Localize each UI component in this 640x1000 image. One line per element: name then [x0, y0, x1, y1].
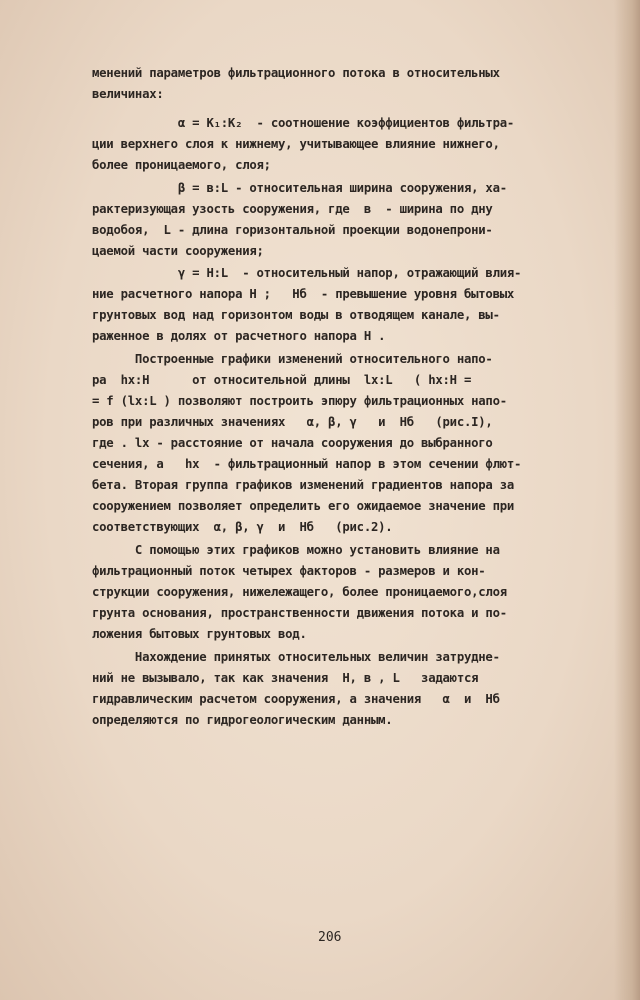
text-line: грунтовых вод над горизонтом воды в отводящем канале, вы- [92, 308, 500, 322]
text-line: где . lx - расстояние от начала сооружения до выбранного [92, 436, 493, 450]
text-line: более проницаемого, слоя; [92, 158, 271, 172]
text-line: рактеризующая узость сооружения, где в - ширина по дну [92, 202, 493, 216]
text-line: определяются по гидрогеологическим данным. [92, 713, 393, 727]
text-line: цаемой части сооружения; [92, 244, 264, 258]
text-line: соответствующих α, β, γ и Hб (рис.2). [92, 520, 393, 534]
text-line: струкции сооружения, нижележащего, более проницаемого,слоя [92, 585, 507, 599]
page-number: 206 [318, 930, 342, 945]
text-line: = f (lx:L ) позволяют построить эпюру фильтрационных напо- [92, 394, 507, 408]
text-line: раженное в долях от расчетного напора H . [92, 329, 386, 343]
text-line: бета. Вторая группа графиков изменений градиентов напора за [92, 478, 515, 492]
text-line: ции верхнего слоя к нижнему, учитывающее влияние нижнего, [92, 137, 500, 151]
text-line: водобоя, L - длина горизонтальной проекции водонепрони- [92, 223, 493, 237]
text-line: ложения бытовых грунтовых вод. [92, 627, 307, 641]
text-line: гидравлическим расчетом сооружения, а значения α и Hб [92, 692, 500, 706]
text-line: сечения, а hx - фильтрационный напор в этом сечении флют- [92, 457, 522, 471]
text-line: сооружением позволяет определить его ожидаемое значение при [92, 499, 515, 513]
text-line: фильтрационный поток четырех факторов - размеров и кон- [92, 564, 486, 578]
text-line: Нахождение принятых относительных величин затрудне- [92, 650, 500, 664]
text-line: γ = H:L - относительный напор, отражающий влия- [92, 266, 522, 280]
text-line: ние расчетного напора H ; Hб - превышение уровня бытовых [92, 287, 515, 301]
text-line: величинах: [92, 87, 164, 101]
text-line: С помощью этих графиков можно установить влияние на [92, 543, 500, 557]
text-line: Построенные графики изменений относительного напо- [92, 352, 493, 366]
text-line: ра hx:H от относительной длины lx:L ( hx:H = [92, 373, 472, 387]
text-line: α = K₁:K₂ - соотношение коэффициентов фильтра- [92, 116, 515, 130]
text-line: β = в:L - относительная ширина сооружения, ха- [92, 181, 507, 195]
page-edge-shadow [614, 0, 640, 1000]
text-line: грунта основания, пространственности движения потока и по- [92, 606, 507, 620]
text-line: ний не вызывало, так как значения H, в , L задаются [92, 671, 479, 685]
text-line: ров при различных значениях α, β, γ и Hб (рис.I), [92, 415, 493, 429]
text-line: менений параметров фильтрационного потока в относительных [92, 66, 500, 80]
